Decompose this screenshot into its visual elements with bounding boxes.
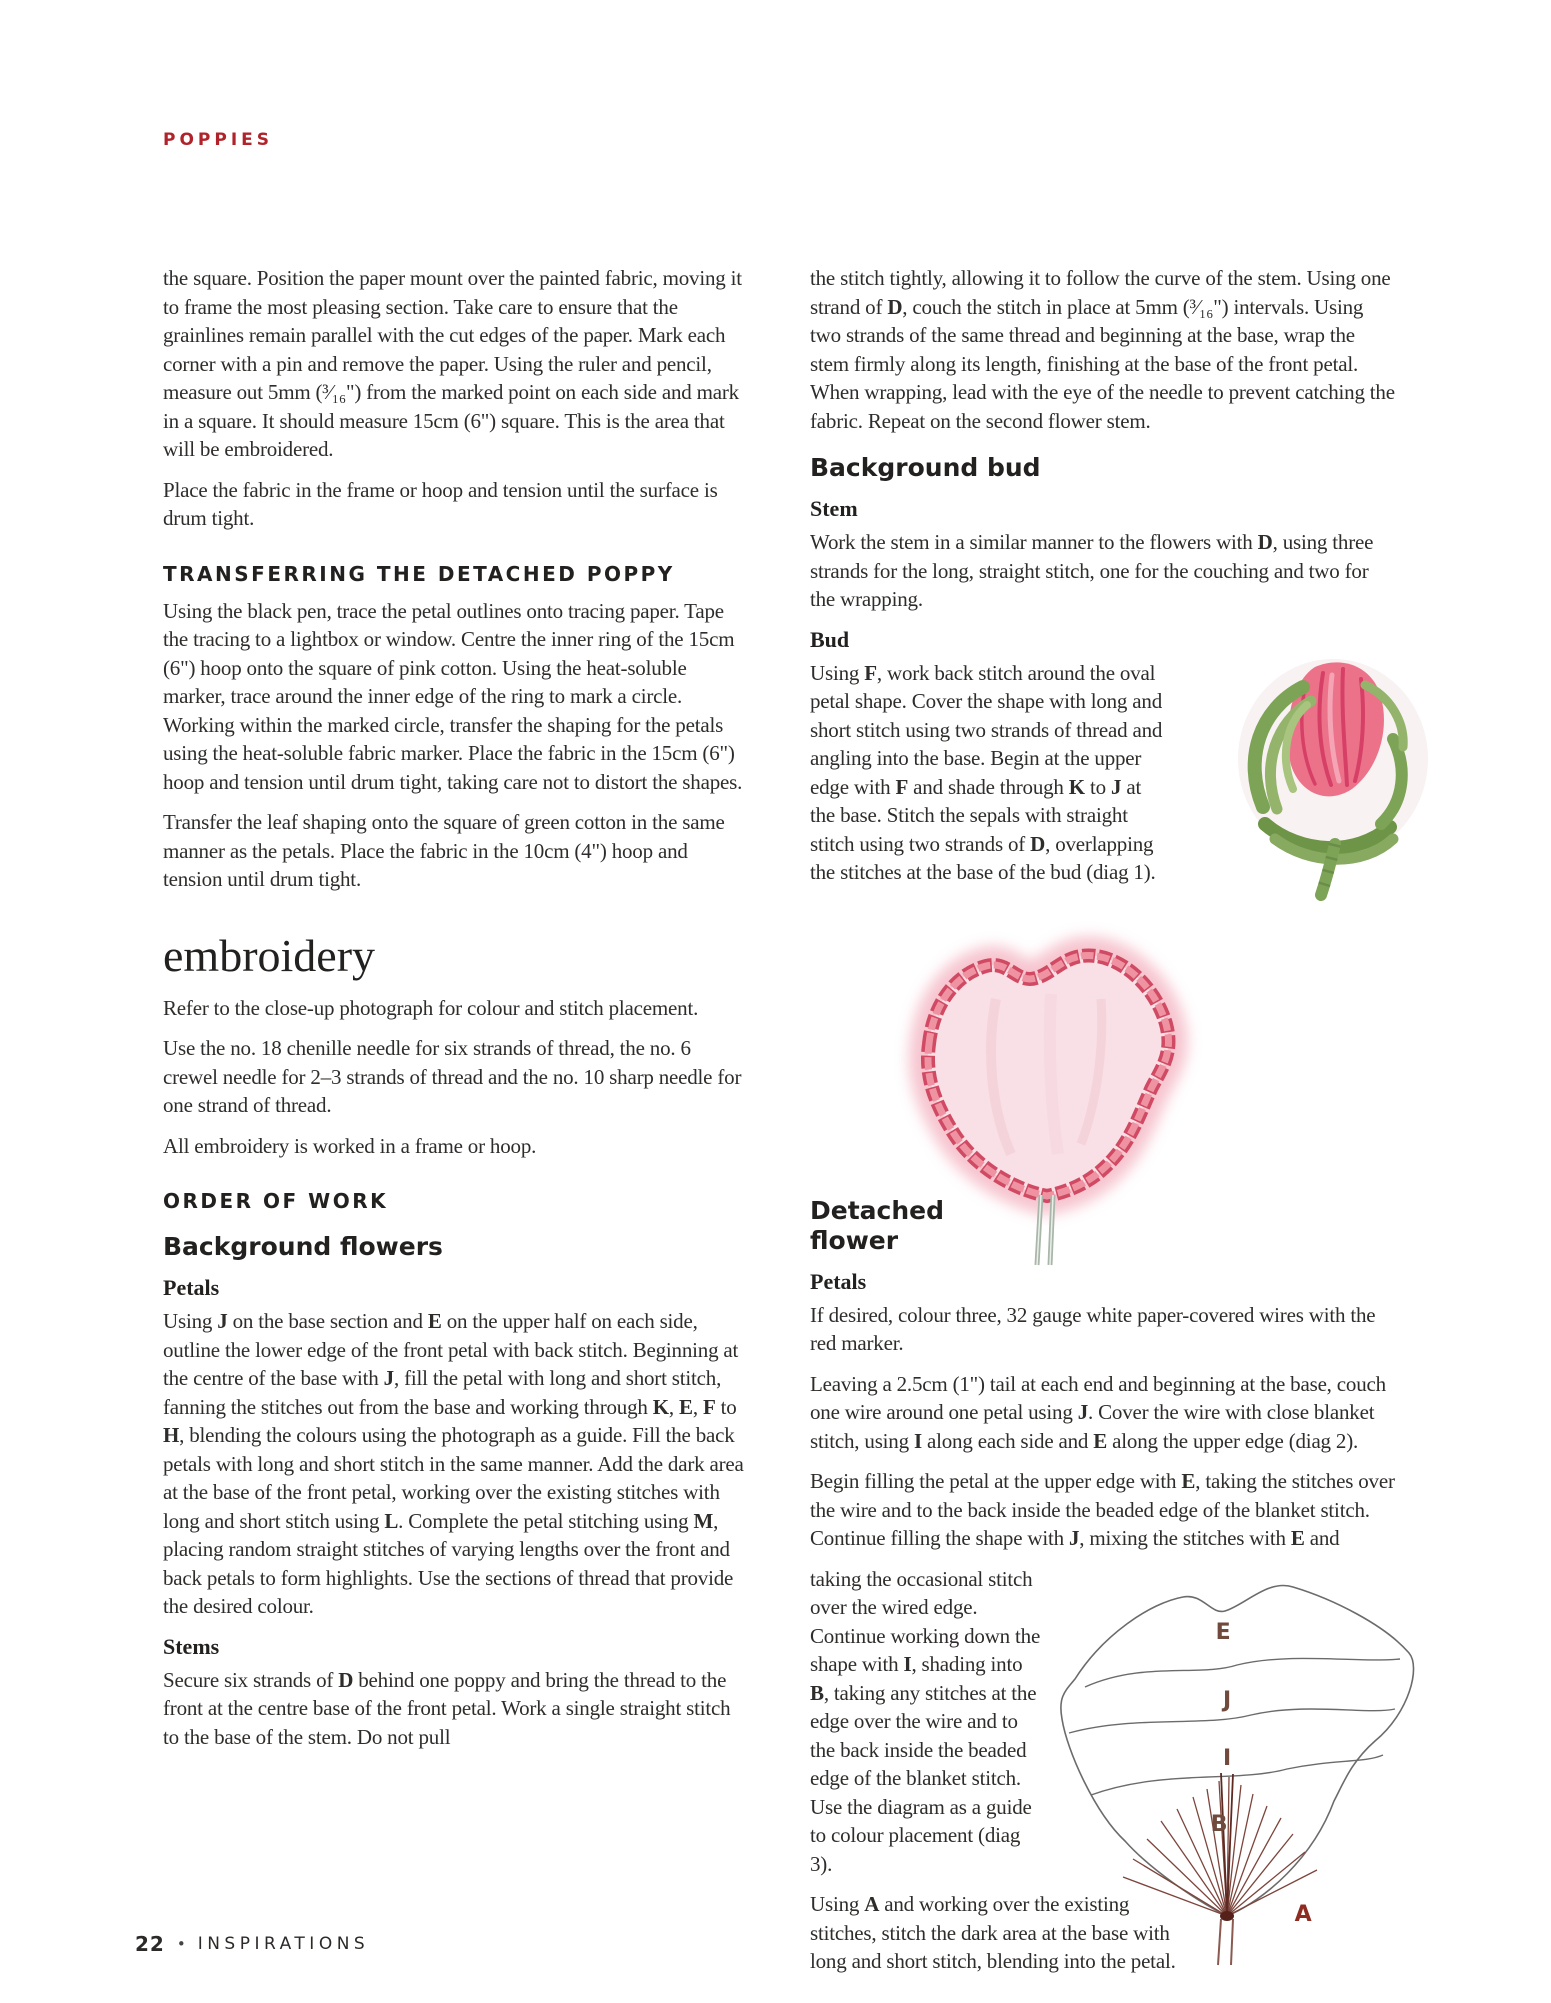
diagram-label-b: B bbox=[1210, 1811, 1228, 1837]
paragraph: the square. Position the paper mount over the painted fabric, moving it to frame the most pleasing section. Take care to ensure that the grainlines remain parallel with the cut edges of the paper. Mark each corner with a pin and remove the paper. Using the ruler and pencil, measure out 5mm (³⁄₁₆") from the marked point on each side and mark in a square. It should measure 15cm (6") square. This is the area that will be embroidered. bbox=[163, 266, 742, 461]
subsection-heading-background-flowers: Background flowers bbox=[163, 1232, 443, 1261]
paragraph: Place the fabric in the frame or hoop and tension until the surface is drum tight. bbox=[163, 477, 718, 530]
diagram-label-j: J bbox=[1223, 1687, 1231, 1713]
bud-illustration bbox=[1185, 639, 1458, 901]
diagram-label-i: I bbox=[1223, 1745, 1231, 1771]
paragraph: Refer to the close-up photograph for colour and stitch placement. bbox=[163, 995, 699, 1020]
subsection-heading-background-bud: Background bud bbox=[810, 453, 1041, 482]
paragraph: Using F, work back stitch around the oval petal shape. Cover the shape with long and short stitch using two strands of thread and angling into the base. Begin at the upper edge with F and shade through K to J at the base. Stitch the sepals with straight stitch using two strands of D, overlapping the stitches at the base of the bud (diag 1). bbox=[810, 660, 1163, 884]
paragraph: Leaving a 2.5cm (1") tail at each end and beginning at the base, couch one wire around one petal using J. Cover the wire with close blanket stitch, using I along each side and E along the upper edge (diag 2). bbox=[810, 1371, 1386, 1453]
paragraph: Begin filling the petal at the upper edge with E, taking the stitches over the wire and to the back inside the beaded edge of the blanket stitch. Continue filling the shape with J, mixing the stitches with E and bbox=[810, 1469, 1395, 1550]
paragraph-text: taking the occasional stitch over the wired edge. Continue working down the shape with I, shading into B, taking any stitches at the edge over the wire and to the back inside the beaded edge of the blanket stitch. Use the diagram as a guide to colour placement (diag 3). bbox=[810, 1566, 1041, 1876]
right-column bbox=[810, 264, 1395, 1988]
subheading-detached-petals: Petals bbox=[810, 1268, 867, 1294]
page-title: POPPIES bbox=[163, 130, 274, 150]
paragraph: Transfer the leaf shaping onto the square of green cotton in the same manner as the petals. Place the fabric in the 10cm (4") hoop and tension until drum tight. bbox=[163, 810, 725, 891]
paragraph: All embroidery is worked in a frame or hoop. bbox=[163, 1133, 537, 1158]
diagram-label-e: E bbox=[1215, 1619, 1231, 1645]
subheading-stem: Stem bbox=[810, 496, 858, 521]
section-heading-order-of-work: ORDER OF WORK bbox=[163, 1189, 389, 1213]
paragraph: Work the stem in a similar manner to the flowers with D, using three strands for the long, straight stitch, one for the couching and two for the wrapping. bbox=[810, 530, 1374, 611]
section-heading-transferring: TRANSFERRING THE DETACHED POPPY bbox=[163, 561, 675, 586]
bud-illustration-svg bbox=[1185, 639, 1458, 901]
chapter-heading-embroidery: embroidery bbox=[163, 929, 376, 981]
paragraph: the stitch tightly, allowing it to follow the curve of the stem. Using one strand of D, couch the stitch in place at 5mm (³⁄₁₆") intervals. Using two strands of the same thread and beginning at the base, wrap the stem firmly along its length, finishing at the base of the front petal. When wrapping, lead with the eye of the needle to prevent catching the fabric. Repeat on the second flower stem. bbox=[810, 266, 1395, 433]
subheading-bud: Bud bbox=[810, 626, 850, 652]
page-footer bbox=[135, 1932, 369, 1956]
footer-brand: INSPIRATIONS bbox=[197, 1934, 370, 1954]
subsection-heading-detached-flower: Detached flower bbox=[810, 1195, 944, 1255]
two-column-layout bbox=[163, 264, 1395, 1988]
paragraph: Secure six strands of D behind one poppy and bring the thread to the front at the centre base of the front petal. Work a single straight stitch to the base of the stem. Do not pull bbox=[163, 1667, 731, 1749]
subheading-petals: Petals bbox=[163, 1275, 220, 1300]
subheading-stems: Stems bbox=[163, 1633, 220, 1659]
paragraph-with-diagram bbox=[810, 1565, 1395, 1927]
footer-bullet-icon: • bbox=[176, 1935, 186, 1953]
page-number: 22 bbox=[135, 1932, 165, 1956]
paragraph: If desired, colour three, 32 gauge white paper-covered wires with the red marker. bbox=[810, 1302, 1376, 1355]
left-column bbox=[163, 264, 748, 1988]
diagram-label-a: A bbox=[1294, 1901, 1312, 1927]
paragraph: Using J on the base section and E on the upper half on each side, outline the lower edge of the front petal with back stitch. Beginning at the centre of the base with J, fill the petal with long and short stitch, fanning the stitches out from the base and working through K, E, F to H, blending the colours using the photograph as a guide. Fill the back petals with long and short stitch in the same manner. Add the dark area at the base of the front petal, working over the existing stitches with long and short stitch using L. Complete the petal stitching using M, placing random straight stitches of varying lengths over the front and back petals to form highlights. Use the sections of thread that provide the desired colour. bbox=[163, 1309, 744, 1618]
paragraph: Using the black pen, trace the petal outlines onto tracing paper. Tape the tracing to a lightbox or window. Centre the inner ring of the 15cm (6") hoop onto the square of pink cotton. Using the heat-soluble marker, trace around the inner edge of the ring to mark a circle. Working within the marked circle, transfer the shaping for the petals using the heat-soluble fabric marker. Place the fabric in the 15cm (6") hoop and tension until drum tight, taking care not to distort the shapes. bbox=[163, 598, 743, 794]
paragraph: Using A and working over the existing stitches, stitch the dark area at the base with long and short stitch, blending into the petal. bbox=[810, 1892, 1176, 1973]
paragraph: Use the no. 18 chenille needle for six strands of thread, the no. 6 crewel needle for 2–3 strands of thread and the no. 10 sharp needle for one strand of thread. bbox=[163, 1036, 742, 1117]
